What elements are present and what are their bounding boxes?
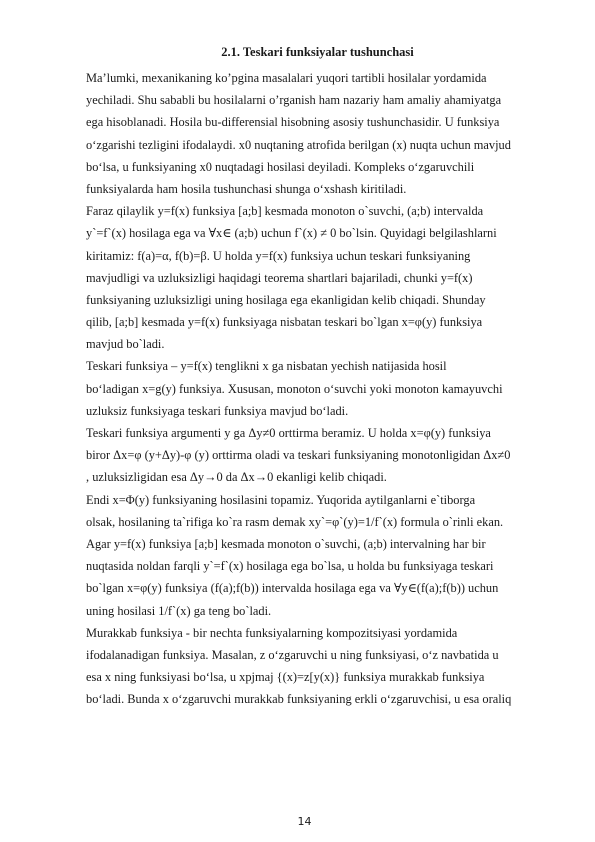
section-heading: 2.1. Teskari funksiyalar tushunchasi (221, 45, 414, 59)
text-line: qilib, [a;b] kesmada y=f(x) funksiyaga nisbatan teskari bo`lgan x=φ(y) funksiya (86, 315, 483, 330)
text-line: yechiladi. Shu sababli bu hosilalarni o’rganish ham nazariy ham amaliy ahamiyatga (86, 93, 502, 108)
text-line: bo‘ladi. Bunda x o‘zgaruvchi murakkab funksiyaning erkli o‘zgaruvchisi, u esa oraliq (86, 692, 512, 707)
text-line: bo`lgan x=φ(y) funksiya (f(a);f(b)) intervalda hosilaga ega va ∀y∈(f(a);f(b)) uchun (86, 581, 499, 596)
text-line: Faraz qilaylik y=f(x) funksiya [a;b] kesmada monoton o`suvchi, (a;b) intervalda (86, 204, 484, 219)
text-line: funksiyaning uzluksizligi uning hosilaga ega ekanligidan kelib chiqadi. Shunday (86, 292, 486, 307)
text-line: mavjud bo`ladi. (86, 337, 165, 352)
text-line: Agar y=f(x) funksiya [a;b] kesmada monoton o`suvchi, (a;b) intervalning har bir (86, 536, 486, 551)
text-line: olsak, hosilaning ta`rifiga ko`ra rasm demak xy`=φ`(y)=1/f`(x) formula o`rinli ekan. (86, 514, 504, 529)
text-line: funksiyalarda ham hosila tushunchasi shunga o‘xshash kiritiladi. (86, 181, 407, 196)
text-line: , uzluksizligidan esa Δy→0 da Δx→0 ekanligi kelib chiqadi. (86, 470, 387, 485)
text-line: o‘zgarishi tezligini ifodalaydi. x0 nuqtaning atrofida berilgan (x) nuqta uchun mavjud (86, 137, 511, 152)
text-line: Teskari funksiya – y=f(x) tenglikni x ga nisbatan yechish natijasida hosil (86, 359, 447, 374)
text-line: uning hosilasi 1/f`(x) ga teng bo`ladi. (86, 603, 272, 618)
text-line: Teskari funksiya argumenti y ga Δy≠0 orttirma beramiz. U holda x=φ(y) funksiya (86, 426, 491, 440)
text-line: Murakkab funksiya - bir nechta funksiyalarning kompozitsiyasi yordamida (86, 625, 458, 640)
body-text (86, 67, 574, 710)
text-line: Ma’lumki, mexanikaning ko’pgina masalalari yuqori tartibli hosilalar yordamida (86, 71, 487, 85)
text-line: uzluksiz funksiyaga teskari funksiya mavjud bo‘ladi. (86, 403, 349, 418)
text-line: bo‘lsa, u funksiyaning x0 nuqtadagi hosilasi deyiladi. Kompleks o‘zgaruvchili (86, 159, 475, 174)
text-line: esa x ning funksiyasi bo‘lsa, u xpjmaj {(x)=z[y(x)} funksiya murakkab funksiya (86, 670, 485, 685)
text-line: Endi x=Φ(y) funksiyaning hosilasini topamiz. Yuqorida aytilganlarni e`tiborga (86, 492, 476, 507)
text-line: ega hisoblanadi. Hosila bu-differensial hisobning asosiy tushunchasidir. U funksiya (86, 115, 500, 130)
text-line: biror Δx=φ (y+Δy)-φ (y) orttirma oladi va teskari funksiyaning monotonligidan Δx≠0 (86, 448, 511, 463)
text-line: kiritamiz: f(a)=α, f(b)=β. U holda y=f(x) funksiya uchun teskari funksiyaning (86, 248, 471, 263)
text-line: y`=f`(x) hosilaga ega va ∀x∈ (a;b) uchun f`(x) ≠ 0 bo`lsin. Quyidagi belgilashlarni (86, 226, 497, 241)
text-line: bo‘ladigan x=g(y) funksiya. Xususan, monoton o‘suvchi yoki monoton kamayuvchi (86, 381, 503, 396)
page-number: 14 (297, 815, 312, 828)
text-line: nuqtasida noldan farqli y`=f`(x) hosilaga ega bo`lsa, u holda bu funksiyaga teskari (86, 559, 494, 574)
text-line: ifodalanadigan funksiya. Masalan, z o‘zgaruvchi u ning funksiyasi, o‘z navbatida u (86, 647, 499, 662)
text-line: mavjudligi va uzluksizligi haqidagi teorema shartlari bajariladi, chunki y=f(x) (86, 270, 473, 285)
